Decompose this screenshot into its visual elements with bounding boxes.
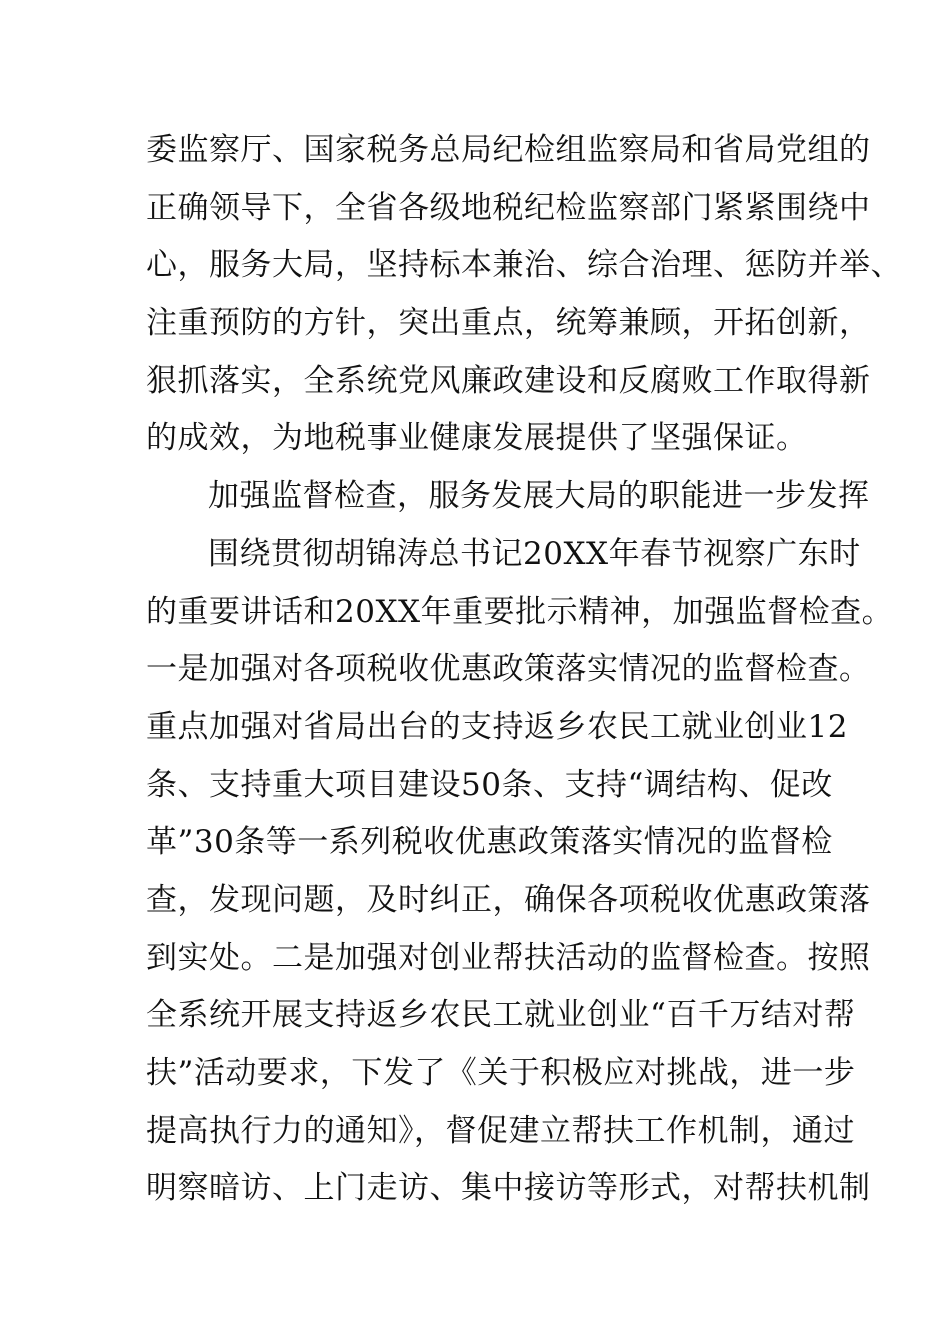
body-line: 的成效，为地税事业健康发展提供了坚强保证。	[146, 420, 808, 457]
body-line: 委监察厅、国家税务总局纪检组监察局和省局党组的	[146, 132, 871, 168]
body-line: 到实处。二是加强对创业帮扶活动的监督检查。按照	[146, 939, 871, 976]
document-body	[146, 122, 902, 1218]
body-line: 查，发现问题，及时纠正，确保各项税收优惠政策落	[146, 881, 871, 918]
body-line: 的重要讲话和20XX年重要批示精神，加强监督检查。	[146, 593, 894, 630]
body-line: 围绕贯彻胡锦涛总书记20XX年春节视察广东时	[208, 535, 861, 572]
body-line: 革”30条等一系列税收优惠政策落实情况的监督检	[146, 824, 833, 861]
body-line: 条、支持重大项目建设50条、支持“调结构、促改	[146, 766, 833, 803]
body-line: 明察暗访、上门走访、集中接访等形式，对帮扶机制	[146, 1170, 871, 1207]
section-heading: 加强监督检查，服务发展大局的职能进一步发挥	[208, 478, 870, 515]
body-line: 提高执行力的通知》，督促建立帮扶工作机制，通过	[146, 1112, 855, 1149]
body-line: 全系统开展支持返乡农民工就业创业“百千万结对帮	[146, 997, 856, 1034]
body-line: 扶”活动要求，下发了《关于积极应对挑战，进一步	[146, 1055, 856, 1091]
body-line: 注重预防的方针，突出重点，统筹兼顾，开拓创新，	[146, 305, 871, 342]
body-line: 狠抓落实，全系统党风廉政建设和反腐败工作取得新	[146, 362, 871, 399]
body-line: 心，服务大局，坚持标本兼治、综合治理、惩防并举、	[146, 247, 902, 284]
body-line: 一是加强对各项税收优惠政策落实情况的监督检查。	[146, 651, 871, 688]
body-line: 正确领导下，全省各级地税纪检监察部门紧紧围绕中	[146, 189, 871, 226]
body-line: 重点加强对省局出台的支持返乡农民工就业创业12	[146, 708, 848, 745]
